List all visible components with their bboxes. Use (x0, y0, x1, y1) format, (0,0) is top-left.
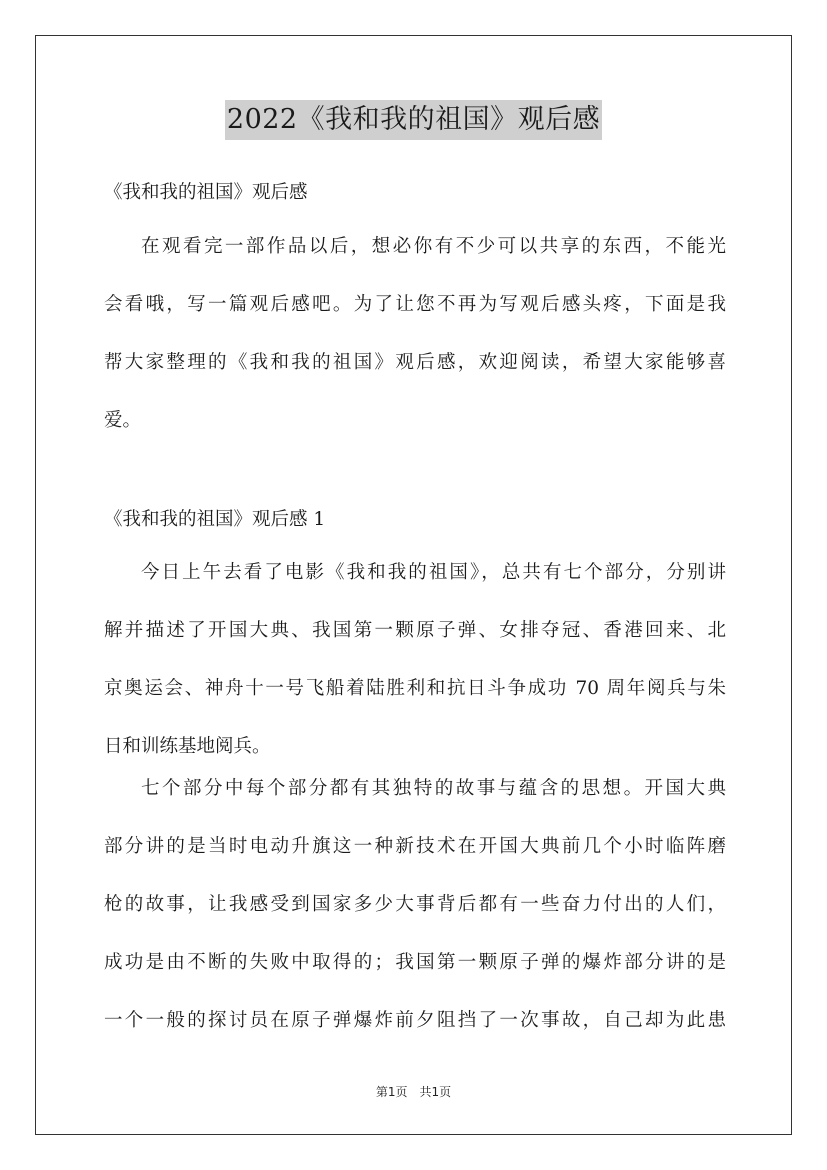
section-heading: 《我和我的祖国》观后感 1 (104, 509, 326, 530)
paragraph-line: 成功是由不断的失败中取得的；我国第一颗原子弹的爆炸部分讲的是 (104, 952, 726, 973)
paragraph-line: 一个一般的探讨员在原子弹爆炸前夕阻挡了一次事故，自己却为此患 (104, 1010, 726, 1031)
document-subtitle: 《我和我的祖国》观后感 (104, 182, 308, 203)
paragraph-line: 枪的故事，让我感受到国家多少大事背后都有一些奋力付出的人们， (104, 894, 726, 915)
paragraph-2 (104, 760, 726, 1050)
paragraph-line: 七个部分中每个部分都有其独特的故事与蕴含的思想。开国大典 (141, 778, 726, 799)
paragraph-line: 会看哦，写一篇观后感吧。为了让您不再为写观后感头疼，下面是我 (104, 294, 726, 315)
paragraph-line: 解并描述了开国大典、我国第一颗原子弹、女排夺冠、香港回来、北 (104, 620, 726, 641)
paragraph-line: 部分讲的是当时电动升旗这一种新技术在开国大典前几个小时临阵磨 (104, 836, 726, 857)
paragraph-line: 帮大家整理的《我和我的祖国》观后感，欢迎阅读，希望大家能够喜 (104, 352, 726, 373)
paragraph-line: 在观看完一部作品以后，想必你有不少可以共享的东西，不能光 (141, 236, 726, 257)
paragraph-line: 日和训练基地阅兵。 (104, 736, 271, 757)
page-number: 第1页 (375, 1085, 408, 1099)
paragraph-line: 今日上午去看了电影《我和我的祖国》，总共有七个部分，分别讲 (141, 562, 726, 583)
paragraph-line: 爱。 (104, 410, 142, 431)
paragraph-1 (104, 544, 726, 776)
paragraph-line: 京奥运会、神舟十一号飞船着陆胜利和抗日斗争成功 70 周年阅兵与朱 (104, 678, 726, 699)
intro-paragraph (104, 218, 726, 450)
document-title: 2022《我和我的祖国》观后感 (225, 100, 602, 140)
page-total: 共1页 (419, 1085, 452, 1099)
page-footer (0, 1083, 827, 1100)
title-container (0, 100, 827, 140)
